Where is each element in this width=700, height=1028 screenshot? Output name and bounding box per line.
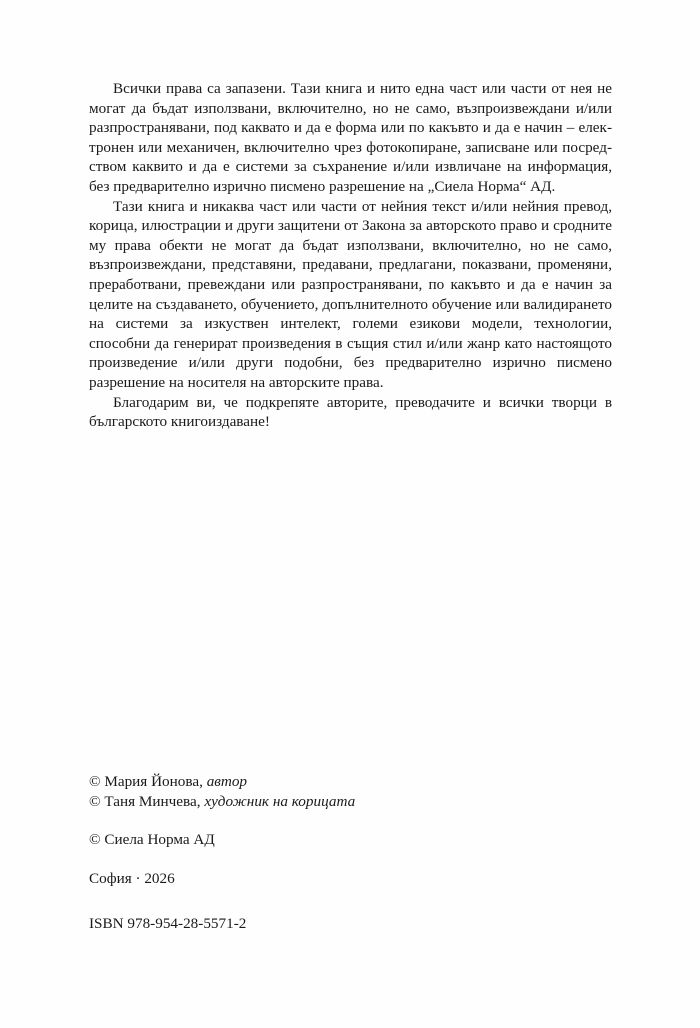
illustrator-credit bbox=[89, 792, 612, 812]
rights-notice bbox=[89, 79, 612, 432]
illustrator-name: © Таня Минчева, bbox=[89, 793, 205, 810]
publisher-credit: © Сиела Норма АД bbox=[89, 831, 215, 848]
author-name: © Мария Йонова, bbox=[89, 773, 207, 790]
place-year: София · 2026 bbox=[89, 870, 175, 887]
credits-block bbox=[89, 772, 612, 934]
illustrator-role: художник на корицата bbox=[204, 793, 356, 810]
rights-paragraph-ai-restriction: Тази книга и никаква част или части от нейния текст и/или нейния превод, корица, илюстрации и други защитени от Закона за авторското право и сродните му права обекти не могат да бъдат използвани, включително, но не само, възпроизвеждани, представяни, предавани, предлагани, показвани, променяни, преработвани, превеждани или разпространявани, по какъвто и да е начин за целите на създаването, обучението, допълнителното обучение или валидирането на системи за изкуствен интелект, големи езикови модели, технологии, способни да генерират произведения в същия стил и/или жанр като настоящото произведение и/или други подобни, без предварително изрично писмено разрешение на носителя на авторските права. bbox=[89, 197, 612, 391]
rights-paragraph-thanks: Благодарим ви, че подкрепяте авторите, преводачите и всички творци в българското книгоиздаване! bbox=[89, 393, 612, 431]
author-credit bbox=[89, 772, 612, 792]
isbn: ISBN 978-954-28-5571-2 bbox=[89, 915, 247, 932]
rights-paragraph-reserved: Всички права са запазени. Тази книга и нито една част или части от нея не могат да бъдат използвани, включително, но не само, възпроизвеждани и/или разпространявани, под каквато и да е форма или по какъвто и да е начин – електронен или механичен, включително чрез фотокопиране, записване или посредством каквито и да е системи за съхранение и/или извличане на информация, без предварително изрично писмено разрешение на „Сиела Норма“ АД. bbox=[89, 80, 612, 195]
author-role: автор bbox=[206, 773, 248, 790]
